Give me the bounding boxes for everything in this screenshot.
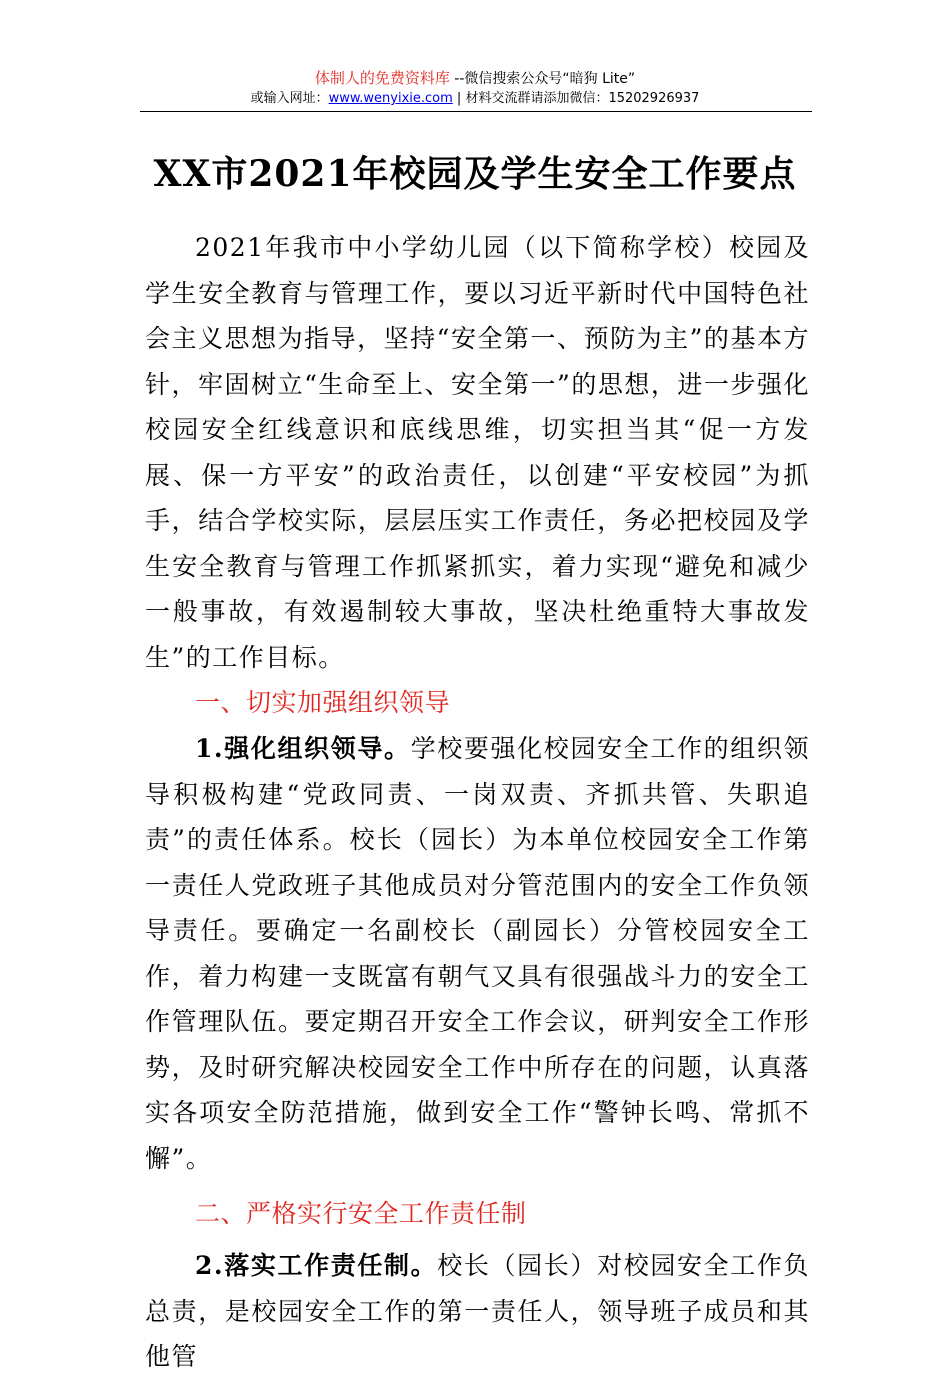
section-text-2: 校长（园长）对校园安全工作负总责，是校园安全工作的第一责任人，领导班子成员和其他管 — [145, 1251, 810, 1371]
header-divider — [140, 111, 812, 112]
document-title: XX市2021年校园及学生安全工作要点 — [153, 153, 797, 195]
header-brand-line — [0, 68, 950, 89]
section-text-1: 学校要强化校园安全工作的组织领导积极构建“党政同责、一岗双责、齐抓共管、失职追责”的责任体系。校长（园长）为本单位校园安全工作第一责任人党政班子其他成员对分管范围内的安全工作负领导责任。要确定一名副校长（副园长）分管校园安全工作，着力构建一支既富有朝气又具有很强战斗力的安全工作管理队伍。要定期召开安全工作会议，研判安全工作形势，及时研究解决校园安全工作中所存在的问题，认真落实各项安全防范措施，做到安全工作“警钟长鸣、常抓不懈”。 — [145, 734, 810, 1173]
page-header — [0, 68, 950, 109]
section-paragraph-2 — [145, 1243, 810, 1380]
header-website-link[interactable]: www.wenyixie.com — [328, 91, 453, 106]
section-lead-2: 2.落实工作责任制。 — [195, 1251, 438, 1280]
intro-paragraph: 2021年我市中小学幼儿园（以下简称学校）校园及学生安全教育与管理工作，要以习近平新时代中国特色社会主义思想为指导，坚持“安全第一、预防为主”的基本方针，牢固树立“生命至上、安全第一”的思想，进一步强化校园安全红线意识和底线思维，切实担当其“促一方发展、保一方平安”的政治责任，以创建“平安校园”为抓手，结合学校实际，层层压实工作责任，务必把校园及学生安全教育与管理工作抓紧抓实，着力实现“避免和减少一般事故，有效遏制较大事故，坚决杜绝重特大事故发生”的工作目标。 — [145, 233, 810, 672]
header-tagline: --微信搜索公众号“暗狗 Lite” — [449, 71, 636, 87]
header-brand: 体制人的免费资料库 — [314, 69, 450, 87]
section-paragraph-1 — [145, 726, 810, 1181]
header-contact: | 材料交流群请添加微信：15202926937 — [452, 91, 700, 106]
document-body — [145, 225, 810, 1380]
header-contact-line — [0, 89, 950, 109]
section-heading-1: 一、切实加强组织领导 — [195, 688, 451, 717]
header-url-prefix: 或输入网址： — [250, 91, 329, 106]
section-heading-2: 二、严格实行安全工作责任制 — [195, 1199, 527, 1228]
section-lead-1: 1.强化组织领导。 — [195, 734, 411, 763]
